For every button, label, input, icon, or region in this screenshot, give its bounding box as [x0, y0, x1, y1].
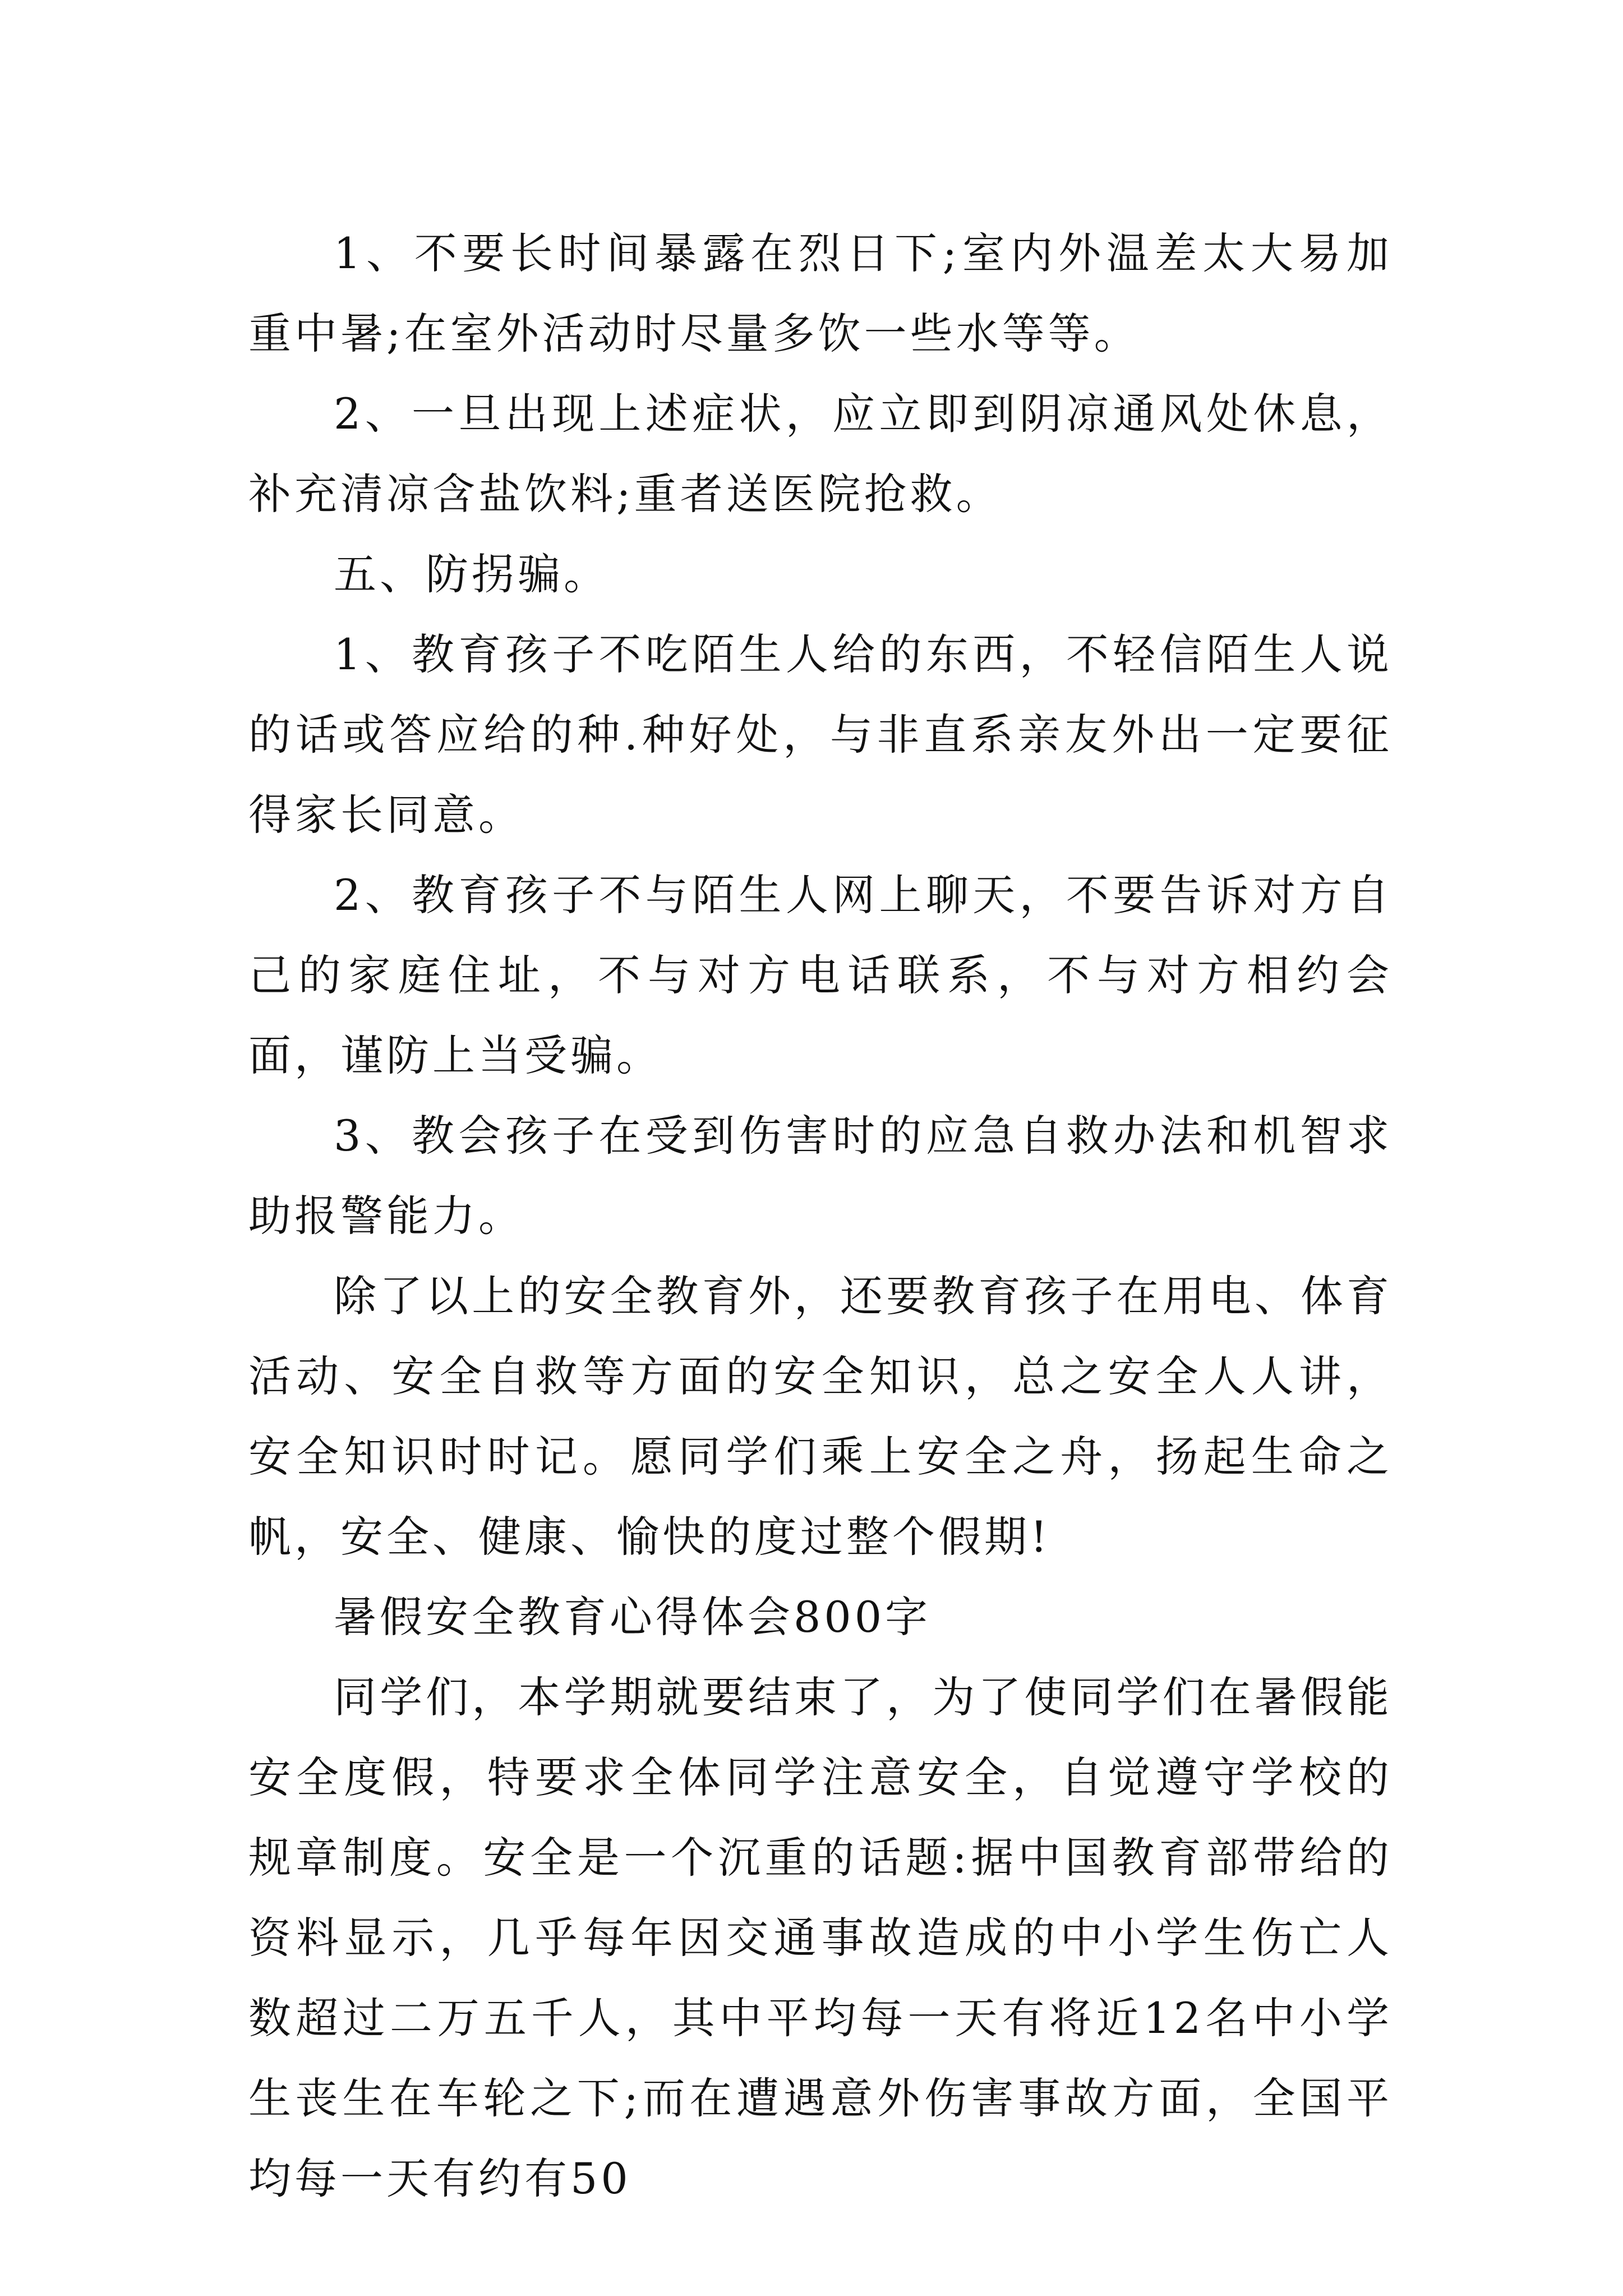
paragraph-anti-abduction-2: 2、教育孩子不与陌生人网上聊天，不要告诉对方自己的家庭住址，不与对方电话联系，不与对方相约会面，谨防上当受骗。: [248, 870, 1393, 1080]
paragraph-anti-abduction-1: 1、教育孩子不吃陌生人给的东西，不轻信陌生人说的话或答应给的种.种好处，与非直系亲友外出一定要征得家长同意。: [248, 629, 1393, 840]
article-title: 暑假安全教育心得体会800字: [334, 1592, 932, 1642]
document-body: [248, 213, 1393, 2219]
paragraph-heatstroke-prevention-1: 1、不要长时间暴露在烈日下;室内外温差太大易加重中暑;在室外活动时尽量多饮一些水等等。: [248, 228, 1393, 358]
paragraph-article-intro: 同学们，本学期就要结束了，为了使同学们在暑假能安全度假，特要求全体同学注意安全，自觉遵守学校的规章制度。安全是一个沉重的话题:据中国教育部带给的资料显示，几乎每年因交通事故造成的中小学生伤亡人数超过二万五千人，其中平均每一天有将近12名中小学生丧生在车轮之下;而在遭遇意外伤害事故方面，全国平均每一天有约有50: [248, 1672, 1393, 2203]
paragraph-heatstroke-prevention-2: 2、一旦出现上述症状，应立即到阴凉通风处休息，补充清凉含盐饮料;重者送医院抢救。: [248, 389, 1393, 519]
paragraph-summary: 除了以上的安全教育外，还要教育孩子在用电、体育活动、安全自救等方面的安全知识，总之安全人人讲，安全知识时时记。愿同学们乘上安全之舟，扬起生命之帆，安全、健康、愉快的度过整个假期!: [248, 1271, 1393, 1562]
section-heading-anti-abduction: 五、防拐骗。: [334, 549, 610, 599]
paragraph-anti-abduction-3: 3、教会孩子在受到伤害时的应急自救办法和机智求助报警能力。: [248, 1111, 1393, 1241]
